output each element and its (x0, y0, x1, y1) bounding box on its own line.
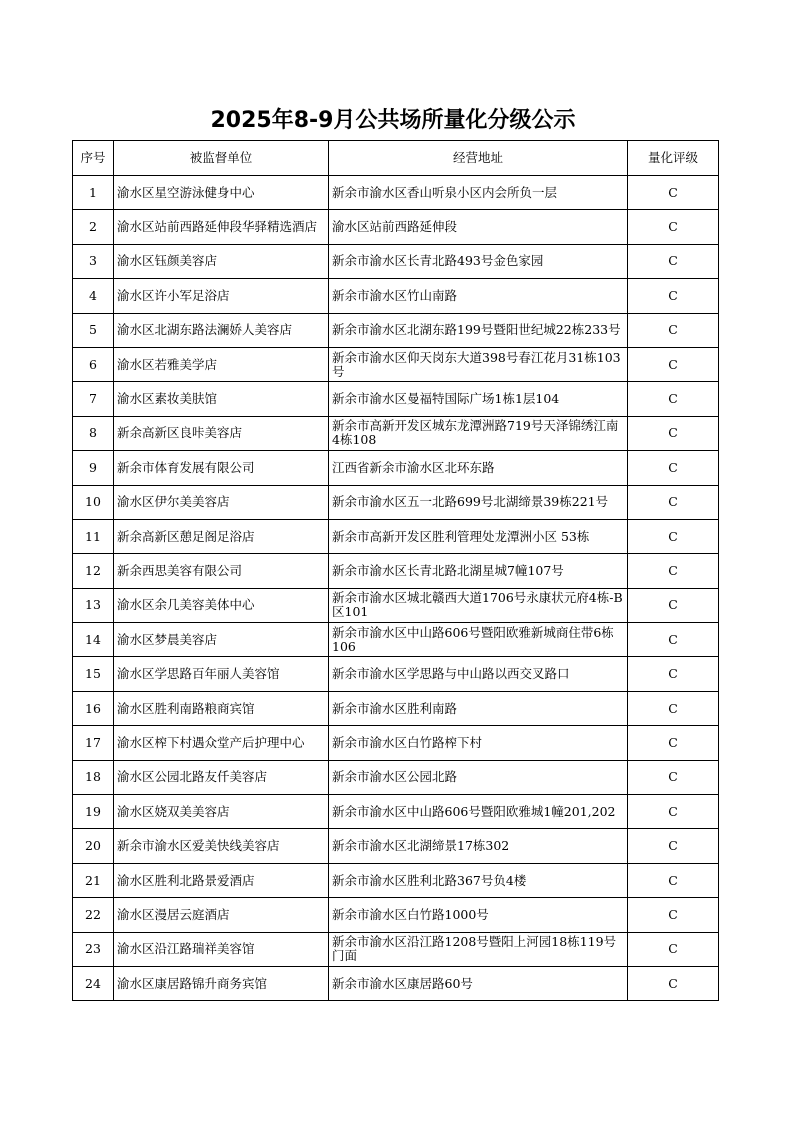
cell-grade: C (628, 279, 719, 313)
cell-no: 5 (73, 313, 114, 347)
cell-grade: C (628, 898, 719, 932)
cell-name: 渝水区沿江路瑞祥美容馆 (114, 932, 329, 966)
cell-no: 7 (73, 382, 114, 416)
cell-no: 23 (73, 932, 114, 966)
cell-no: 24 (73, 966, 114, 1000)
cell-address: 新余市渝水区学思路与中山路以西交叉路口 (329, 657, 628, 691)
cell-grade: C (628, 451, 719, 485)
cell-name: 新余高新区良咔美容店 (114, 416, 329, 450)
table-row (73, 210, 719, 244)
cell-grade: C (628, 347, 719, 381)
cell-grade: C (628, 966, 719, 1000)
cell-no: 22 (73, 898, 114, 932)
cell-name: 渝水区钰颜美容店 (114, 244, 329, 278)
cell-grade: C (628, 244, 719, 278)
cell-grade: C (628, 691, 719, 725)
cell-address: 新余市渝水区中山路606号暨阳欧雅新城商住带6栋106 (329, 623, 628, 657)
cell-name: 渝水区若雅美学店 (114, 347, 329, 381)
page-title: 2025年8-9月公共场所量化分级公示 (210, 108, 576, 133)
cell-grade: C (628, 382, 719, 416)
cell-address: 新余市渝水区五一北路699号北湖缔景39栋221号 (329, 485, 628, 519)
cell-grade: C (628, 829, 719, 863)
table-row (73, 691, 719, 725)
cell-name: 渝水区漫居云庭酒店 (114, 898, 329, 932)
cell-name: 新余市渝水区爱美快线美容店 (114, 829, 329, 863)
table-row (73, 519, 719, 553)
cell-no: 19 (73, 795, 114, 829)
cell-grade: C (628, 863, 719, 897)
cell-grade: C (628, 726, 719, 760)
table-row (73, 588, 719, 622)
cell-address: 新余市渝水区曼福特国际广场1栋1层104 (329, 382, 628, 416)
cell-no: 11 (73, 519, 114, 553)
table-row (73, 485, 719, 519)
cell-address: 新余市渝水区沿江路1208号暨阳上河园18栋119号门面 (329, 932, 628, 966)
table-row (73, 623, 719, 657)
cell-grade: C (628, 210, 719, 244)
table-row (73, 795, 719, 829)
cell-no: 9 (73, 451, 114, 485)
cell-no: 1 (73, 176, 114, 210)
cell-no: 18 (73, 760, 114, 794)
cell-no: 20 (73, 829, 114, 863)
table-row (73, 657, 719, 691)
cell-address: 新余市渝水区中山路606号暨阳欧雅城1幢201,202 (329, 795, 628, 829)
cell-no: 3 (73, 244, 114, 278)
cell-address: 新余市渝水区香山听泉小区内会所负一层 (329, 176, 628, 210)
cell-no: 2 (73, 210, 114, 244)
cell-no: 10 (73, 485, 114, 519)
table-row (73, 416, 719, 450)
disclosure-table (72, 140, 719, 1001)
table-row (73, 760, 719, 794)
cell-address: 新余市渝水区长青北路493号金色家园 (329, 244, 628, 278)
cell-no: 16 (73, 691, 114, 725)
cell-no: 17 (73, 726, 114, 760)
cell-address: 新余市渝水区康居路60号 (329, 966, 628, 1000)
table-row (73, 313, 719, 347)
cell-grade: C (628, 176, 719, 210)
cell-name: 渝水区榨下村遇众堂产后护理中心 (114, 726, 329, 760)
cell-no: 6 (73, 347, 114, 381)
cell-name: 渝水区娆双美美容店 (114, 795, 329, 829)
cell-name: 新余西思美容有限公司 (114, 554, 329, 588)
cell-name: 渝水区余几美容美体中心 (114, 588, 329, 622)
cell-grade: C (628, 657, 719, 691)
cell-address: 新余市渝水区胜利北路367号负4楼 (329, 863, 628, 897)
cell-name: 渝水区胜利北路景爱酒店 (114, 863, 329, 897)
cell-name: 渝水区站前西路延伸段华驿精选酒店 (114, 210, 329, 244)
table-row (73, 966, 719, 1000)
table-row (73, 382, 719, 416)
cell-grade: C (628, 313, 719, 347)
cell-grade: C (628, 588, 719, 622)
table-row (73, 863, 719, 897)
table-row (73, 451, 719, 485)
cell-no: 4 (73, 279, 114, 313)
cell-no: 14 (73, 623, 114, 657)
header-name: 被监督单位 (114, 141, 329, 176)
cell-grade: C (628, 795, 719, 829)
cell-no: 8 (73, 416, 114, 450)
cell-name: 渝水区公园北路友仟美容店 (114, 760, 329, 794)
cell-address: 新余市渝水区白竹路1000号 (329, 898, 628, 932)
cell-address: 新余市渝水区北湖东路199号暨阳世纪城22栋233号 (329, 313, 628, 347)
cell-grade: C (628, 932, 719, 966)
cell-no: 21 (73, 863, 114, 897)
cell-name: 渝水区许小军足浴店 (114, 279, 329, 313)
cell-name: 渝水区素妆美肤馆 (114, 382, 329, 416)
cell-grade: C (628, 760, 719, 794)
cell-name: 渝水区星空游泳健身中心 (114, 176, 329, 210)
cell-grade: C (628, 519, 719, 553)
cell-no: 12 (73, 554, 114, 588)
table-header-row (73, 141, 719, 176)
cell-address: 新余市高新开发区城东龙潭洲路719号天泽锦绣江南4栋108 (329, 416, 628, 450)
cell-name: 新余市体育发展有限公司 (114, 451, 329, 485)
table-row (73, 176, 719, 210)
table-row (73, 279, 719, 313)
table-row (73, 726, 719, 760)
cell-name: 渝水区康居路锦升商务宾馆 (114, 966, 329, 1000)
cell-grade: C (628, 485, 719, 519)
cell-grade: C (628, 416, 719, 450)
header-address: 经营地址 (329, 141, 628, 176)
header-no: 序号 (73, 141, 114, 176)
cell-no: 15 (73, 657, 114, 691)
cell-name: 渝水区北湖东路法澜娇人美容店 (114, 313, 329, 347)
header-grade: 量化评级 (628, 141, 719, 176)
cell-address: 新余市渝水区白竹路榨下村 (329, 726, 628, 760)
cell-address: 新余市渝水区公园北路 (329, 760, 628, 794)
cell-name: 渝水区胜利南路粮商宾馆 (114, 691, 329, 725)
cell-address: 新余市渝水区北湖缔景17栋302 (329, 829, 628, 863)
cell-name: 渝水区学思路百年丽人美容馆 (114, 657, 329, 691)
table-row (73, 244, 719, 278)
table-row (73, 347, 719, 381)
cell-no: 13 (73, 588, 114, 622)
cell-address: 新余市渝水区城北赣西大道1706号永康状元府4栋-B区101 (329, 588, 628, 622)
cell-grade: C (628, 623, 719, 657)
cell-address: 新余市高新开发区胜利管理处龙潭洲小区 53栋 (329, 519, 628, 553)
table-row (73, 898, 719, 932)
cell-address: 新余市渝水区长青北路北湖星城7幢107号 (329, 554, 628, 588)
cell-address: 江西省新余市渝水区北环东路 (329, 451, 628, 485)
cell-grade: C (628, 554, 719, 588)
cell-address: 新余市渝水区竹山南路 (329, 279, 628, 313)
table-row (73, 829, 719, 863)
table-row (73, 932, 719, 966)
cell-name: 渝水区伊尔美美容店 (114, 485, 329, 519)
cell-name: 新余高新区憩足阁足浴店 (114, 519, 329, 553)
cell-address: 新余市渝水区胜利南路 (329, 691, 628, 725)
cell-address: 渝水区站前西路延伸段 (329, 210, 628, 244)
table-row (73, 554, 719, 588)
cell-name: 渝水区梦晨美容店 (114, 623, 329, 657)
cell-address: 新余市渝水区仰天岗东大道398号春江花月31栋103号 (329, 347, 628, 381)
